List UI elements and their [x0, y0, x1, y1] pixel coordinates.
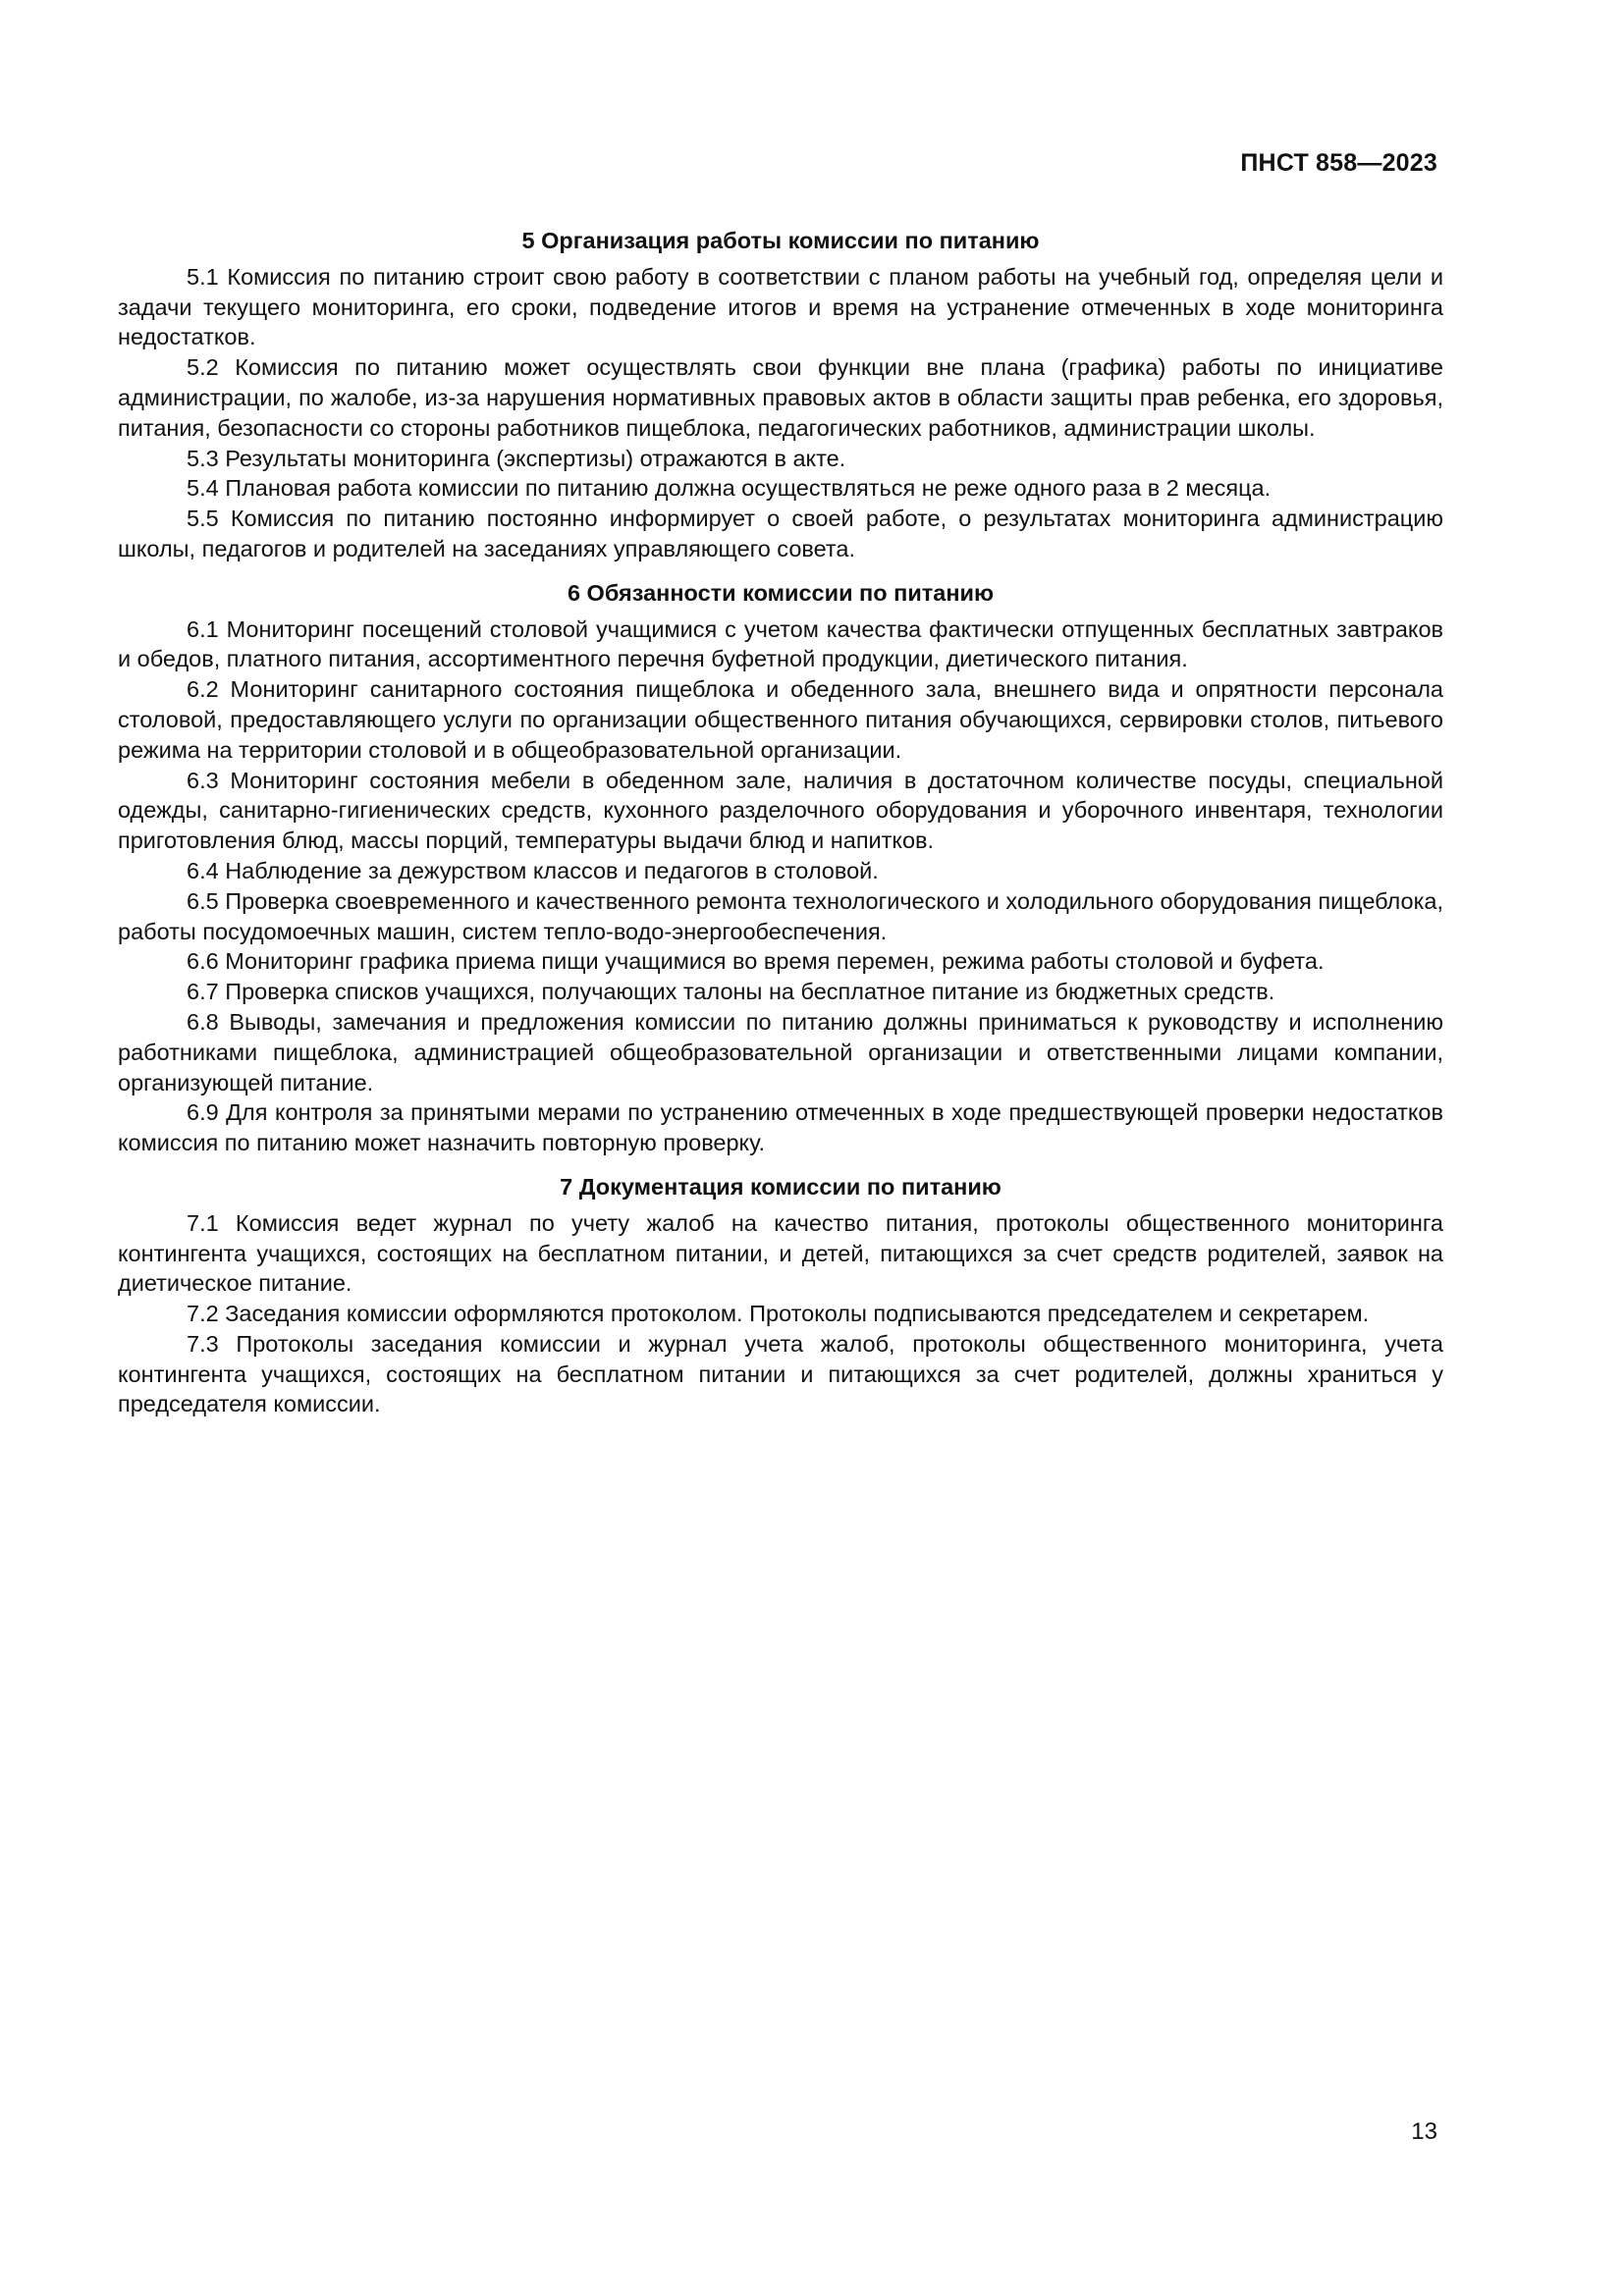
- paragraph: 6.4 Наблюдение за дежурством классов и педагогов в столовой.: [187, 857, 879, 883]
- paragraph: 5.5 Комиссия по питанию постоянно информирует о своей работе, о результатах мониторинга администрацию школы, педагогов и родителей на заседаниях управляющего совета.: [118, 506, 1443, 561]
- section-5: [118, 226, 1443, 564]
- paragraph: 5.1 Комиссия по питанию строит свою работу в соответствии с планом работы на учебный год, определяя цели и задачи текущего мониторинга, его сроки, подведение итогов и время на устранение отмеченных в ходе мониторинга недостатков.: [118, 263, 1443, 350]
- section-6: [118, 578, 1443, 1158]
- paragraph: 6.2 Мониторинг санитарного состояния пищеблока и обеденного зала, внешнего вида и опрятности персонала столовой, предоставляющего услуги по организации общественного питания обучающихся, сервировки столов, питьевого режима на территории столовой и в общеобразовательной организации.: [118, 676, 1443, 763]
- section-7: [118, 1172, 1443, 1419]
- paragraph: 7.2 Заседания комиссии оформляются протоколом. Протоколы подписываются председателем и секретарем.: [187, 1301, 1370, 1327]
- section-title: 5 Организация работы комиссии по питанию: [521, 228, 1040, 253]
- page-number: 13: [1411, 2118, 1437, 2145]
- document-body: [118, 226, 1443, 1419]
- paragraph: 6.8 Выводы, замечания и предложения комиссии по питанию должны приниматься к руководству и исполнению работниками пищеблока, администрацией общеобразовательной организации и ответственными лицами компании, организующей питание.: [118, 1008, 1443, 1095]
- section-title: 7 Документация комиссии по питанию: [560, 1173, 1001, 1200]
- paragraph: 6.7 Проверка списков учащихся, получающих талоны на бесплатное питание из бюджетных средств.: [187, 979, 1275, 1005]
- paragraph: 7.3 Протоколы заседания комиссии и журнал учета жалоб, протоколы общественного мониторинга, учета контингента учащихся, состоящих на бесплатном питании и питающихся за счет родителей, должны храниться у председателя комиссии.: [118, 1330, 1443, 1417]
- paragraph: 5.4 Плановая работа комиссии по питанию должна осуществляться не реже одного раза в 2 месяца.: [187, 475, 1272, 502]
- paragraph: 6.6 Мониторинг графика приема пищи учащимися во время перемен, режима работы столовой и буфета.: [187, 948, 1325, 975]
- paragraph: 5.2 Комиссия по питанию может осуществлять свои функции вне плана (графика) работы по инициативе администрации, по жалобе, из-за нарушения нормативных правовых актов в области защиты прав ребенка, его здоровья, питания, безопасности со стороны работников пищеблока, педагогических работников, администрации школы.: [118, 354, 1443, 441]
- document-id: ПНСТ 858—2023: [1240, 149, 1437, 177]
- paragraph: 6.9 Для контроля за принятыми мерами по устранению отмеченных в ходе предшествующей проверки недостатков комиссия по питанию может назначить повторную проверку.: [118, 1099, 1443, 1156]
- paragraph: 6.3 Мониторинг состояния мебели в обеденном зале, наличия в достаточном количестве посуды, специальной одежды, санитарно-гигиенических средств, кухонного разделочного оборудования и уборочного инвентаря, технологии приготовления блюд, массы порций, температуры выдачи блюд и напитков.: [118, 767, 1443, 854]
- paragraph: 5.3 Результаты мониторинга (экспертизы) отражаются в акте.: [187, 445, 846, 471]
- paragraph: 7.1 Комиссия ведет журнал по учету жалоб на качество питания, протоколы общественного мониторинга контингента учащихся, состоящих на бесплатном питании, и детей, питающихся за счет средств родителей, заявок на диетическое питание.: [118, 1209, 1443, 1297]
- section-title: 6 Обязанности комиссии по питанию: [567, 579, 995, 606]
- paragraph: 6.1 Мониторинг посещений столовой учащимися с учетом качества фактически отпущенных бесплатных завтраков и обедов, платного питания, ассортиментного перечня буфетной продукции, диетического питания.: [118, 615, 1443, 672]
- paragraph: 6.5 Проверка своевременного и качественного ремонта технологического и холодильного оборудования пищеблока, работы посудомоечных машин, систем тепло-водо-энергообеспечения.: [118, 887, 1443, 944]
